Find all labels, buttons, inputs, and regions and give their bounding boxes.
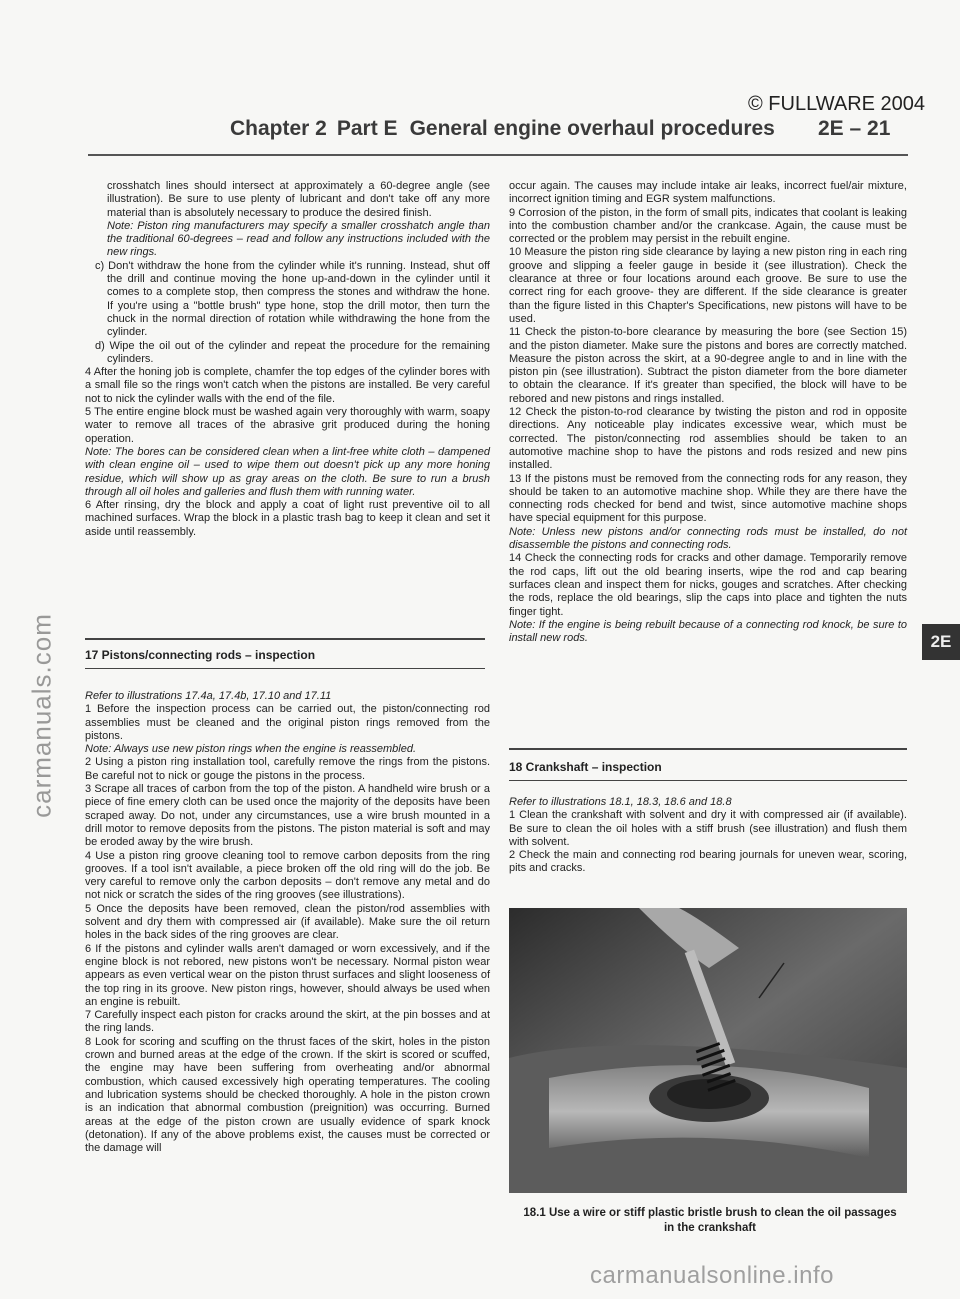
paragraph-2: 2 Using a piston ring installation tool, carefully remove the rings from the pistons. Be careful not to nick or gouge the pistons in the process. (85, 756, 490, 782)
section-divider (509, 748, 907, 750)
paragraph-11: 11 Check the piston-to-bore clearance by measuring the bore (see Section 15) and the piston diameter. Make sure the pistons and bores are correctly matched. Measure the piston across the skirt, at a 90-degree angle to and in line with the piston pin (see illustration). Subtract the piston diameter from the bore diameter to obtain the clearance. If it's greater than specified, the block will have to be rebored and new pistons and rings installed. (509, 326, 907, 405)
crankshaft-photo (509, 908, 907, 1193)
paragraph-6: 6 If the pistons and cylinder walls aren't damaged or worn excessively, and if the engine block is not rebored, new pistons won't be necessary. Normal piston wear appears as even vertical wear on the piston thrust surfaces and slight looseness of the top ring in its groove. New piston rings, however, should always be used when an engine is rebuilt. (85, 942, 490, 1008)
paragraph-6: 6 After rinsing, dry the block and apply a coat of light rust preventive oil to all machined surfaces. Wrap the block in a plastic trash bag to keep it clean and set it aside until reassembly. (85, 499, 490, 538)
paragraph-8: 8 Look for scoring and scuffing on the thrust faces of the skirt, holes in the piston crown and burned areas at the edge of the crown. If the skirt is scored or scuffed, the engine may have been suffering from overheating and/or abnormal combustion, which caused excessively high operating temperatures. The cooling and lubrication systems should be checked thoroughly. A hole in the piston crown is an indication that abnormal combustion (preignition) was occurring. Burned areas at the edge of the piston crown are usually evidence of spark knock (detonation). If any of the above problems exist, the causes must be corrected or the damage will (85, 1035, 490, 1155)
section-18-title: 18 Crankshaft – inspection (509, 760, 662, 774)
part-label: Part E (336, 117, 398, 140)
paragraph-5: 5 Once the deposits have been removed, clean the piston/rod assemblies with solvent and dry them with compressed air (if available). Make sure the oil return holes in the back sides of the ring grooves are clear. (85, 902, 490, 942)
page-header (230, 117, 775, 141)
chapter-tab: 2E (922, 624, 960, 660)
note: Note: The bores can be considered clean when a lint-free white cloth – dampened with clean engine oil – used to wipe them out doesn't pick up any more honing residue, which will show up as gray areas on the cloth. Be sure to run a brush through all oil holes and galleries and flush them with running water. (85, 445, 490, 498)
left-column-section-17 (85, 690, 490, 1155)
paragraph-5: 5 The entire engine block must be washed again very thoroughly with warm, soapy water to remove all traces of the abrasive grit produced during the honing operation. (85, 406, 490, 445)
chapter-title: General engine overhaul procedures (409, 117, 775, 140)
bottom-watermark: carmanualsonline.info (590, 1262, 834, 1289)
step-c: c) Don't withdraw the hone from the cylinder while it's running. Instead, shut off the drill and continue moving the hone up-and-down in the cylinder until it comes to a complete stop, then compress the stones and withdraw the hone. If you're using a "bottle brush" type hone, stop the drill motor, then turn the chuck in the normal direction of rotation while withdrawing the hone from the cylinder. (95, 259, 490, 339)
left-column (85, 180, 490, 539)
side-watermark: carmanuals.com (26, 613, 57, 818)
photo-caption: 18.1 Use a wire or stiff plastic bristle brush to clean the oil passages in the crankshaft (523, 1207, 897, 1234)
step-d: d) Wipe the oil out of the cylinder and repeat the procedure for the remaining cylinders. (95, 339, 490, 365)
paragraph-2: 2 Check the main and connecting rod bearing journals for uneven wear, scoring, pits and cracks. (509, 849, 907, 875)
paragraph-12: 12 Check the piston-to-rod clearance by twisting the piston and rod in opposite directions. Any noticeable play indicates excessive wear, which must be corrected. The piston/connecting rod assemblies should be taken to an automotive machine shop to have the pistons and rods resized and new pins installed. (509, 406, 907, 472)
header-divider (88, 154, 908, 156)
section-17-title: 17 Pistons/connecting rods – inspection (85, 648, 316, 662)
section-divider (509, 780, 907, 781)
paragraph-7: 7 Carefully inspect each piston for cracks around the skirt, at the pin bosses and at the ring lands. (85, 1009, 490, 1035)
note: Note: Piston ring manufacturers may specify a smaller crosshatch angle than the traditional 60-degrees – read and follow any instructions included with the new rings. (107, 219, 490, 259)
paragraph-13: 13 If the pistons must be removed from the connecting rods for any reason, they should be taken to an automotive machine shop. While they are there have the connecting rods checked for bend and twist, since automotive machine shops have special equipment for this purpose. (509, 472, 907, 525)
paragraph-4: 4 After the honing job is complete, chamfer the top edges of the cylinder bores with a small file so the rings won't catch when the pistons are installed. Be very careful not to nick the cylinder walls with the end of the file. (85, 366, 490, 405)
chapter-label: Chapter 2 (230, 117, 327, 140)
paragraph-1: 1 Before the inspection process can be carried out, the piston/connecting rod assemblies must be cleaned and the original piston rings removed from the pistons. (85, 703, 490, 742)
page-number: 2E – 21 (818, 117, 891, 140)
refer-line: Refer to illustrations 18.1, 18.3, 18.6 and 18.8 (509, 796, 732, 808)
paragraph: crosshatch lines should intersect at approximately a 60-degree angle (see illustration). Be sure to use plenty of lubricant and don't take off any more material than is absolutely necessary to produce the desired finish. (107, 180, 490, 219)
note: Note: If the engine is being rebuilt because of a connecting rod knock, be sure to install new rods. (509, 618, 907, 645)
paragraph-14: 14 Check the connecting rods for cracks and other damage. Temporarily remove the rod caps, lift out the old bearing inserts, wipe the rod and cap bearing surfaces clean and inspect them for nicks, gouges and scratches. After checking the rods, replace the old bearings, slip the caps into place and tighten the nuts finger tight. (509, 552, 907, 618)
section-divider (85, 638, 485, 640)
paragraph-9: 9 Corrosion of the piston, in the form of small pits, indicates that coolant is leaking into the combustion chamber and/or the crankcase. Again, the cause must be corrected or the problem may persist in the rebuilt engine. (509, 206, 907, 246)
paragraph-4: 4 Use a piston ring groove cleaning tool to remove carbon deposits from the ring grooves. If a tool isn't available, a piece broken off the old ring will do the job. Be very careful to remove only the carbon deposits – don't remove any metal and do not nick or scratch the sides of the ring grooves (see illustrations). (85, 849, 490, 902)
note: Note: Unless new pistons and/or connecting rods must be installed, do not disassemble the pistons and connecting rods. (509, 525, 907, 552)
paragraph-1: 1 Clean the crankshaft with solvent and dry it with compressed air (if available). Be sure to clean the oil holes with a stiff brush (see illustration) and flush them with solvent. (509, 809, 907, 848)
copyright-watermark: © FULLWARE 2004 (748, 93, 926, 115)
right-column (509, 180, 907, 645)
paragraph-3: 3 Scrape all traces of carbon from the top of the piston. A handheld wire brush or a piece of fine emery cloth can be used once the majority of the deposits have been scraped away. Do not, under any circumstances, use a wire brush mounted in a drill motor to remove deposits from the pistons. The piston material is soft and may be eroded away by the wire brush. (85, 783, 490, 849)
paragraph-continued: occur again. The causes may include intake air leaks, incorrect fuel/air mixture, incorrect ignition timing and EGR system malfunctions. (509, 180, 907, 206)
right-column-section-18 (509, 796, 907, 876)
refer-line: Refer to illustrations 17.4a, 17.4b, 17.10 and 17.11 (85, 690, 332, 702)
paragraph-10: 10 Measure the piston ring side clearance by laying a new piston ring in each ring groove and slipping a feeler gauge in beside it (see illustration). Check the clearance at three or four locations around each groove. Be sure to use the correct ring for each groove- they are different. If the side clearance is greater than the figure listed in this Chapter's Specifications, new pistons will have to be used. (509, 246, 907, 325)
section-divider (85, 668, 485, 669)
note: Note: Always use new piston rings when the engine is reassembled. (85, 743, 416, 756)
